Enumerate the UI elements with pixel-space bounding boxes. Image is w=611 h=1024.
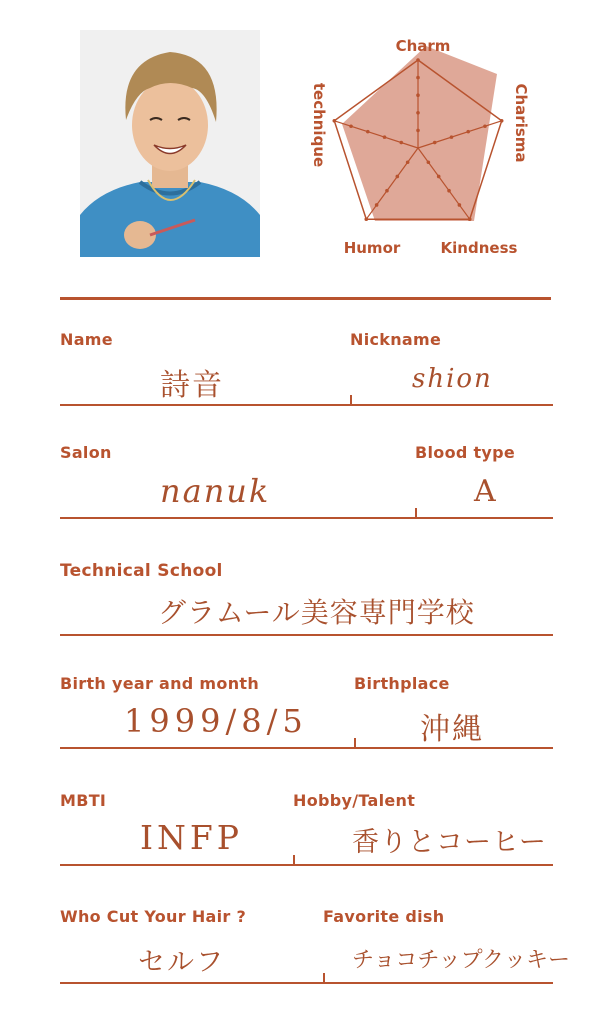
row-line-salon xyxy=(60,517,553,519)
row-divider-tick xyxy=(350,395,352,404)
radar-level-dot xyxy=(458,203,462,207)
radar-level-dot xyxy=(396,175,400,179)
radar-level-dot xyxy=(416,76,420,80)
salon-value: nanuk xyxy=(160,472,271,510)
radar-level-dot xyxy=(437,175,441,179)
who-cut-label: Who Cut Your Hair ? xyxy=(60,907,247,926)
row-line-school xyxy=(60,634,553,636)
row-divider-tick xyxy=(323,973,325,982)
birthplace-label: Birthplace xyxy=(354,674,450,693)
blood-type-value: A xyxy=(474,474,498,509)
radar-label-kindness: Kindness xyxy=(440,239,518,257)
mbti-label: MBTI xyxy=(60,791,107,810)
radar-level-dot xyxy=(366,130,370,134)
who-cut-value: セルフ xyxy=(138,947,225,978)
technical-school-value: グラムール美容専門学校 xyxy=(158,596,475,629)
radar-level-dot xyxy=(447,189,451,193)
mbti-value: INFP xyxy=(140,818,244,857)
name-label: Name xyxy=(60,330,113,349)
radar-label-charm: Charm xyxy=(395,37,451,55)
radar-label-charisma: Charisma xyxy=(512,83,530,163)
hobby-value: 香りとコーヒー xyxy=(352,827,547,858)
hobby-label: Hobby/Talent xyxy=(293,791,416,810)
row-line-name xyxy=(60,404,553,406)
birthplace-value: 沖縄 xyxy=(420,712,484,747)
radar-level-dot xyxy=(333,119,337,123)
favorite-dish-label: Favorite dish xyxy=(323,907,445,926)
row-line-birth xyxy=(60,747,553,749)
birth-label: Birth year and month xyxy=(60,674,260,693)
radar-level-dot xyxy=(468,217,472,221)
radar-level-dot xyxy=(466,130,470,134)
radar-level-dot xyxy=(433,141,437,145)
nickname-label: Nickname xyxy=(350,330,442,349)
blood-type-label: Blood type xyxy=(415,443,516,462)
radar-level-dot xyxy=(483,124,487,128)
radar-level-dot xyxy=(383,135,387,139)
radar-level-dot xyxy=(427,160,431,164)
birth-value: 1999/8/5 xyxy=(124,702,308,740)
row-divider-tick xyxy=(415,508,417,517)
salon-label: Salon xyxy=(60,443,112,462)
radar-level-dot xyxy=(450,135,454,139)
nickname-value: shion xyxy=(412,364,493,394)
row-line-mbti xyxy=(60,864,553,866)
radar-level-dot xyxy=(416,58,420,62)
radar-level-dot xyxy=(399,141,403,145)
radar-label-technique: technique xyxy=(310,82,328,168)
radar-level-dot xyxy=(349,124,353,128)
row-divider-tick xyxy=(293,855,295,864)
radar-fill-area xyxy=(342,46,497,221)
row-divider-tick xyxy=(354,738,356,747)
technical-school-label: Technical School xyxy=(60,561,223,581)
radar-chart xyxy=(290,30,560,270)
radar-level-dot xyxy=(406,160,410,164)
radar-level-dot xyxy=(416,93,420,97)
radar-label-humor: Humor xyxy=(343,239,401,257)
favorite-dish-value: チョコチップクッキー xyxy=(352,948,571,973)
radar-level-dot xyxy=(385,189,389,193)
radar-level-dot xyxy=(416,111,420,115)
radar-level-dot xyxy=(375,203,379,207)
radar-level-dot xyxy=(364,217,368,221)
header-divider xyxy=(60,297,551,300)
profile-photo xyxy=(80,30,260,257)
row-line-who-cut xyxy=(60,982,553,984)
radar-level-dot xyxy=(416,129,420,133)
name-value: 詩音 xyxy=(160,368,224,403)
radar-level-dot xyxy=(500,119,504,123)
